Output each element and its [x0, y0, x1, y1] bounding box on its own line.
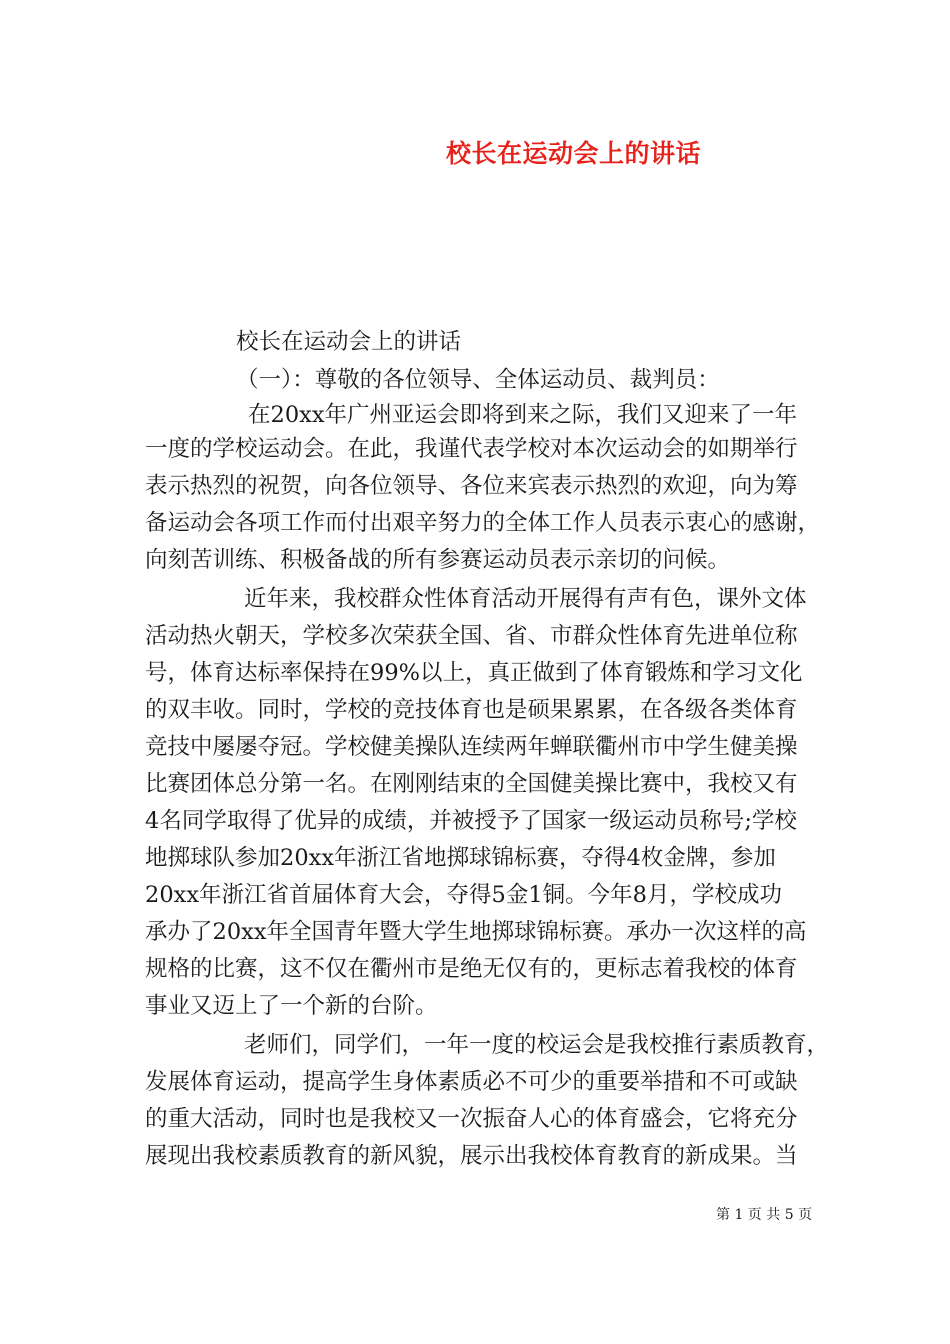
paragraph-line: 在20xx年广州亚运会即将到来之际，我们又迎来了一年 — [248, 402, 798, 428]
paragraph-line: 承办了20xx年全国青年暨大学生地掷球锦标赛。承办一次这样的高 — [145, 919, 807, 945]
paragraph-line: 号，体育达标率保持在99%以上，真正做到了体育锻炼和学习文化 — [145, 660, 803, 686]
paragraph-line: 向刻苦训练、积极备战的所有参赛运动员表示亲切的问候。 — [145, 547, 731, 573]
paragraph-line: 地掷球队参加20xx年浙江省地掷球锦标赛，夺得4枚金牌，参加 — [145, 845, 776, 871]
paragraph-line: 老师们，同学们，一年一度的校运会是我校推行素质教育， — [244, 1032, 830, 1058]
paragraph-line: 比赛团体总分第一名。在刚刚结束的全国健美操比赛中，我校又有 — [145, 771, 798, 797]
paragraph-line: 一度的学校运动会。在此，我谨代表学校对本次运动会的如期举行 — [145, 436, 798, 462]
salutation-line: （一）：尊敬的各位领导、全体运动员、裁判员： — [236, 367, 720, 393]
document-title: 校长在运动会上的讲话 — [446, 139, 702, 168]
subtitle-line: 校长在运动会上的讲话 — [236, 329, 462, 355]
paragraph-line: 20xx年浙江省首届体育大会，夺得5金1铜。今年8月，学校成功 — [145, 882, 782, 908]
paragraph-line: 展现出我校素质教育的新风貌，展示出我校体育教育的新成果。当 — [145, 1143, 798, 1169]
paragraph-line: 发展体育运动，提高学生身体素质必不可少的重要举措和不可或缺 — [145, 1069, 798, 1095]
paragraph-line: 的重大活动，同时也是我校又一次振奋人心的体育盛会，它将充分 — [145, 1106, 798, 1132]
paragraph-line: 活动热火朝天，学校多次荣获全国、省、市群众性体育先进单位称 — [145, 623, 798, 649]
page-number-footer: 第 1 页 共 5 页 — [716, 1207, 813, 1223]
paragraph-line: 事业又迈上了一个新的台阶。 — [145, 993, 438, 1019]
paragraph-line: 表示热烈的祝贺，向各位领导、各位来宾表示热烈的欢迎，向为筹 — [145, 473, 798, 499]
paragraph-line: 规格的比赛，这不仅在衢州市是绝无仅有的，更标志着我校的体育 — [145, 956, 798, 982]
paragraph-line: 竞技中屡屡夺冠。学校健美操队连续两年蝉联衢州市中学生健美操 — [145, 734, 798, 760]
paragraph-line: 的双丰收。同时，学校的竞技体育也是硕果累累，在各级各类体育 — [145, 697, 798, 723]
paragraph-line: 4名同学取得了优异的成绩，并被授予了国家一级运动员称号;学校 — [145, 808, 797, 834]
paragraph-line: 备运动会各项工作而付出艰辛努力的全体工作人员表示衷心的感谢， — [145, 510, 821, 536]
paragraph-line: 近年来，我校群众性体育活动开展得有声有色，课外文体 — [244, 586, 807, 612]
